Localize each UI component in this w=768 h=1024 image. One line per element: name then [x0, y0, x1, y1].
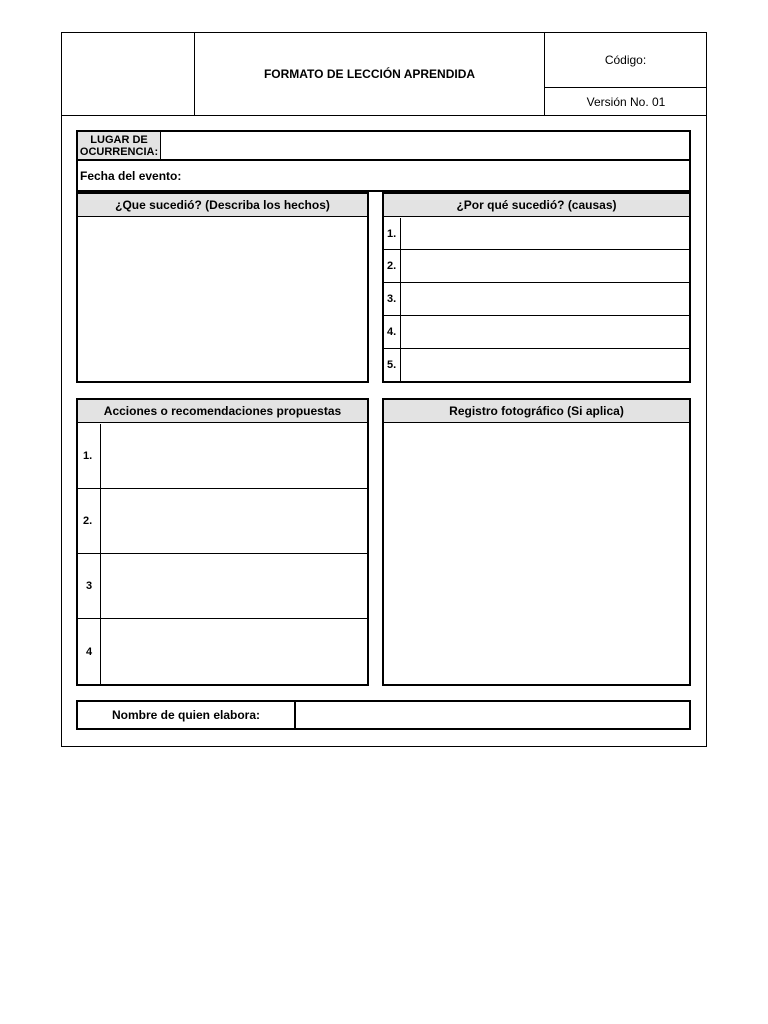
why-field[interactable]	[402, 283, 689, 315]
why-row	[384, 250, 689, 283]
date-field[interactable]	[232, 161, 689, 190]
why-field[interactable]	[402, 250, 689, 282]
why-row	[384, 349, 689, 381]
document-title: FORMATO DE LECCIÓN APRENDIDA	[263, 67, 476, 81]
action-number: 2.	[78, 489, 101, 553]
action-field[interactable]	[102, 424, 367, 488]
why-field[interactable]	[402, 349, 689, 381]
action-number: 1.	[78, 424, 101, 488]
what-header: ¿Que sucedió? (Describa los hechos)	[78, 194, 367, 217]
code-label: Código:	[604, 53, 647, 67]
why-field[interactable]	[402, 218, 689, 249]
why-header: ¿Por qué sucedió? (causas)	[384, 194, 689, 217]
action-field[interactable]	[102, 489, 367, 553]
date-label: Fecha del evento:	[80, 168, 182, 183]
action-field[interactable]	[102, 619, 367, 684]
version-label: Versión No. 01	[544, 88, 707, 116]
action-row	[78, 489, 367, 554]
why-row	[384, 316, 689, 349]
why-number: 4.	[384, 316, 401, 348]
action-number: 3	[78, 554, 101, 618]
place-field[interactable]	[162, 132, 689, 159]
why-row	[384, 218, 689, 250]
action-number: 4	[78, 619, 101, 684]
photo-area[interactable]	[384, 424, 689, 684]
why-number: 5.	[384, 349, 401, 381]
author-field[interactable]	[298, 702, 689, 728]
why-number: 2.	[384, 250, 401, 282]
logo-cell	[61, 32, 195, 116]
place-label: LUGAR DE OCURRENCIA:	[78, 132, 161, 159]
why-field[interactable]	[402, 316, 689, 348]
author-label: Nombre de quien elabora:	[78, 702, 296, 728]
action-row	[78, 554, 367, 619]
action-row	[78, 619, 367, 684]
why-number: 3.	[384, 283, 401, 315]
why-row	[384, 283, 689, 316]
action-field[interactable]	[102, 554, 367, 618]
actions-header: Acciones o recomendaciones propuestas	[78, 400, 367, 423]
what-field[interactable]	[78, 218, 367, 381]
action-row	[78, 424, 367, 489]
photo-header: Registro fotográfico (Si aplica)	[384, 400, 689, 423]
why-number: 1.	[384, 218, 401, 249]
